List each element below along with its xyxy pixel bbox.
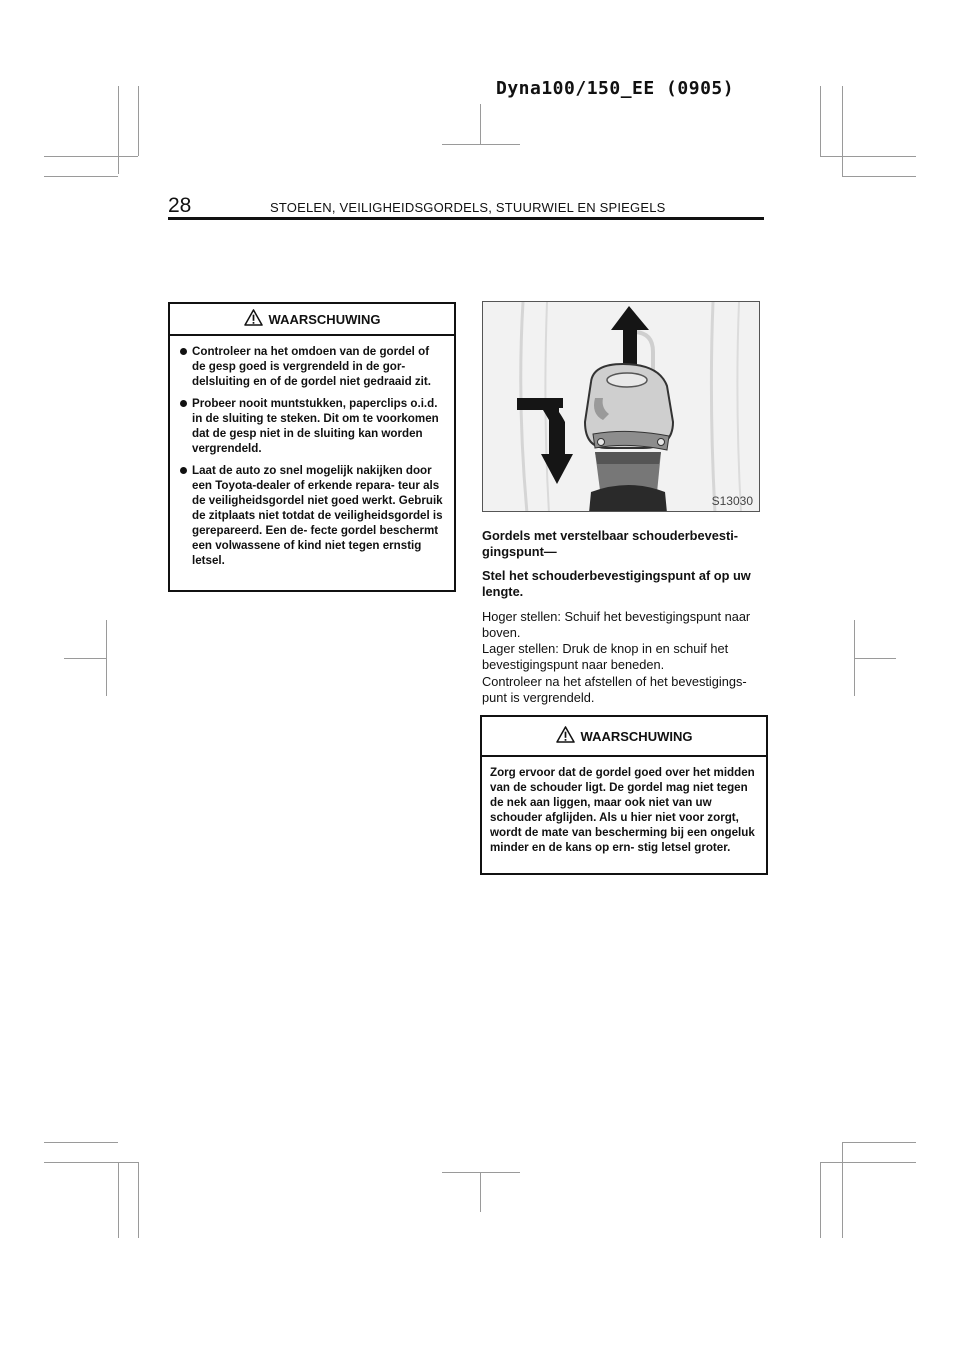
warning-header	[170, 304, 454, 336]
running-title: STOELEN, VEILIGHEIDSGORDELS, STUURWIEL EN SPIEGELS	[270, 200, 666, 215]
check-text: Controleer na het afstellen of het bevestigings- punt is vergrendeld.	[482, 674, 747, 705]
section-heading-text: Gordels met verstelbaar schouderbevesti- gingspunt—	[482, 528, 739, 559]
lower-text: Lager stellen: Druk de knop in en schuif het bevestigingspunt naar beneden.	[482, 641, 729, 672]
warning-box-left	[168, 302, 456, 592]
warning-item-text: Controleer na het omdoen van de gordel of de gesp goed is vergrendeld in de gor- delsluiting en of de gordel niet gedraaid zit.	[192, 345, 431, 388]
instruction-block	[482, 568, 766, 600]
warning-header	[482, 717, 766, 757]
warning-item	[180, 396, 444, 456]
warning-title: WAARSCHUWING	[268, 311, 381, 327]
figure-code: S13030	[711, 494, 753, 508]
adjust-block	[482, 609, 766, 673]
warning-item-text: Probeer nooit muntstukken, paperclips o.i.d. in de sluiting te steken. Dit om te voorkomen dat de gesp niet in de sluiting kan worden vergrendeld.	[192, 397, 439, 455]
figure-seatbelt-anchor	[482, 301, 760, 512]
warning-text: Zorg ervoor dat de gordel goed over het midden van de schouder ligt. De gordel mag niet tegen de nek aan liggen, maar ook niet van uw schouder afglijden. Als u hier niet voor zorgt, wordt de mate van bescherming bij een ongeluk minder en de kans op ern- stig letsel groter.	[490, 766, 755, 854]
instruction-text: Stel het schouderbevestigingspunt af op uw lengte.	[482, 568, 751, 599]
warning-item-text: Laat de auto zo snel mogelijk nakijken door een Toyota-dealer of erkende repara- teur als de veiligheidsgordel niet goed werkt. Gebruik de zitplaats niet totdat de veiligheidsgordel is gerepareerd. Een de- fecte gordel beschermt een volwassene of kind niet tegen ernstig letsel.	[192, 464, 443, 567]
warning-title: WAARSCHUWING	[580, 728, 693, 744]
bullet-dot	[180, 400, 187, 407]
bullet-dot	[180, 467, 187, 474]
raise-text: Hoger stellen: Schuif het bevestigingspunt naar boven.	[482, 609, 751, 640]
bullet-dot	[180, 348, 187, 355]
page-number: 28	[168, 194, 192, 217]
section-heading	[482, 528, 766, 560]
header-rule	[168, 217, 764, 220]
warning-triangle-icon	[244, 309, 263, 329]
check-block	[482, 674, 766, 706]
shoulder-anchor-adjuster-illustration	[483, 302, 760, 512]
warning-box-right	[480, 715, 768, 875]
warning-item	[180, 463, 444, 568]
warning-item	[180, 344, 444, 389]
warning-triangle-icon	[556, 726, 575, 746]
document-code: Dyna100/150_EE (0905)	[496, 78, 735, 99]
